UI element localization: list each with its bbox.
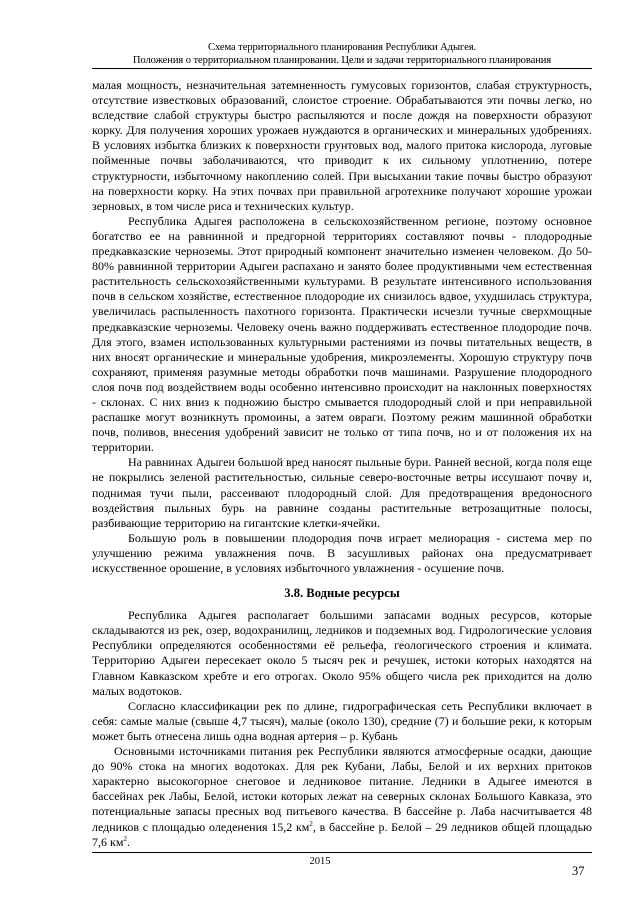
paragraph-text: Основными источниками питания рек Республики являются атмосферные осадки, дающие до 90% стока на многих водотоках. Для рек Кубани, Лабы, Белой и их верхних притоков характерно высокогорное снеговое и ледниковое питание. Ледники в Адыгее имеются в бассейнах рек Лабы, Белой, истоки которых лежат на северных склонах Большого Кавказа, это потенциальные запасы пресных вод питьевого качества. В бассейне р. Лаба насчитывается 48 ледников с площадью оледенения 15,2 км [92, 744, 592, 834]
superscript: 2 [123, 834, 127, 843]
paragraph [92, 744, 592, 850]
footer-divider [92, 852, 592, 853]
paragraph: Республика Адыгея располагает большими запасами водных ресурсов, которые складываются из рек, озер, водохранилищ, ледников и подземных вод. Гидрологические условия Республики определяются особенностями её рельефа, геологического строения и климата. Территорию Адыгеи пересекает около 5 тысяч рек и речушек, истоки которых находятся на Главном Кавказском хребте и его отрогах. Около 95% общего числа рек приходится на долю малых водотоков. [92, 608, 592, 698]
superscript: 2 [309, 819, 313, 828]
paragraph: На равнинах Адыгеи большой вред наносят пыльные бури. Ранней весной, когда поля еще не покрылись зеленой растительностью, сильные северо-восточные ветры иссушают почву и, поднимая тучи пыли, рассеивают плодородный слой. Для предотвращения вредоносного воздействия пыльных бурь на равнине созданы растительные ветрозащитные полосы, разбивающие территорию на гигантские клетки-ячейки. [92, 455, 592, 530]
paragraph: Республика Адыгея расположена в сельскохозяйственном регионе, поэтому основное богатство ее на равнинной и предгорной территориях составляют почвы - плодородные предкавказские черноземы. Этот природный компонент значительно изменен человеком. До 50- 80% равнинной территории Адыгеи распахано и занято более продуктивными чем естественная растительность сельскохозяйственными культурами. В результате интенсивного использования почв в сельском хозяйстве, естественное плодородие их снизилось вдвое, ухудшилась структура, увеличилась распыленность пахотного горизонта. Практически исчезли тучные сверхмощные предкавказские черноземы. Человеку очень важно поддерживать естественное плодородие почв. Для этого, взамен использованных культурными растениями из почвы питательных веществ, в них вносят органические и минеральные удобрения, микроэлементы. Хорошую структуру почв сохраняют, применяя разумные методы обработки почв машинами. Разрушение плодородного слоя почв под воздействием воды особенно интенсивно происходит на наклонных поверхностях - склонах. С них вниз к подножию быстро смывается плодородный слой и при неправильной распашке могут возникнуть промоины, а затем овраги. Поэтому режим машинной обработки почв, поливов, внесения удобрений зависит не только от типа почв, но и от положения их на территории. [92, 213, 592, 455]
header-subtitle: Положения о территориальном планировании. Цели и задачи территориального планирования [132, 55, 552, 66]
paragraph-text: . [126, 834, 130, 849]
paragraph: малая мощность, незначительная затемненность гумусовых горизонтов, слабая структурность, отсутствие известковых образований, слоистое строение. Обрабатываются эти почвы легко, но вследствие слабой структуры быстро распыляются и после дождя на поверхности образуют корку. Для получения хороших урожаев нуждаются в органических и минеральных удобрениях. В условиях избытка близких к поверхности грунтовых вод, малого притока кислорода, луговые пойменные почвы заболачиваются, что приводит к их сильному уплотнению, потере структурности, избыточному накоплению солей. При высыхании такие почвы быстро образуют на поверхности корку. На этих почвах при правильной агротехнике получают хорошие урожаи зерновых, в том числе риса и технических культур. [92, 78, 592, 213]
header-divider [92, 68, 592, 69]
page-number: 37 [572, 864, 585, 878]
paragraph: Согласно классификации рек по длине, гидрографическая сеть Республики включает в себя: самые малые (свыше 4,7 тысяч), малые (около 130), средние (7) и большие реки, к которым может быть отнесена лишь одна водная артерия – р. Кубань [92, 698, 592, 743]
header-title: Схема территориального планирования Республики Адыгея. [207, 42, 477, 53]
footer-year: 2015 [309, 856, 331, 867]
paragraph: Большую роль в повышении плодородия почв играет мелиорация - система мер по улучшению режима увлажнения почв. В засушливых районах она предусматривает искусственное орошение, в условиях избыточного увлажнения - осушение почв. [92, 530, 592, 575]
paragraph-text: , в бассейне р. Белой – 29 ледников общей площадью 7,6 км [92, 819, 592, 849]
section-heading: 3.8. Водные ресурсы [284, 586, 400, 601]
document-body [92, 78, 592, 850]
